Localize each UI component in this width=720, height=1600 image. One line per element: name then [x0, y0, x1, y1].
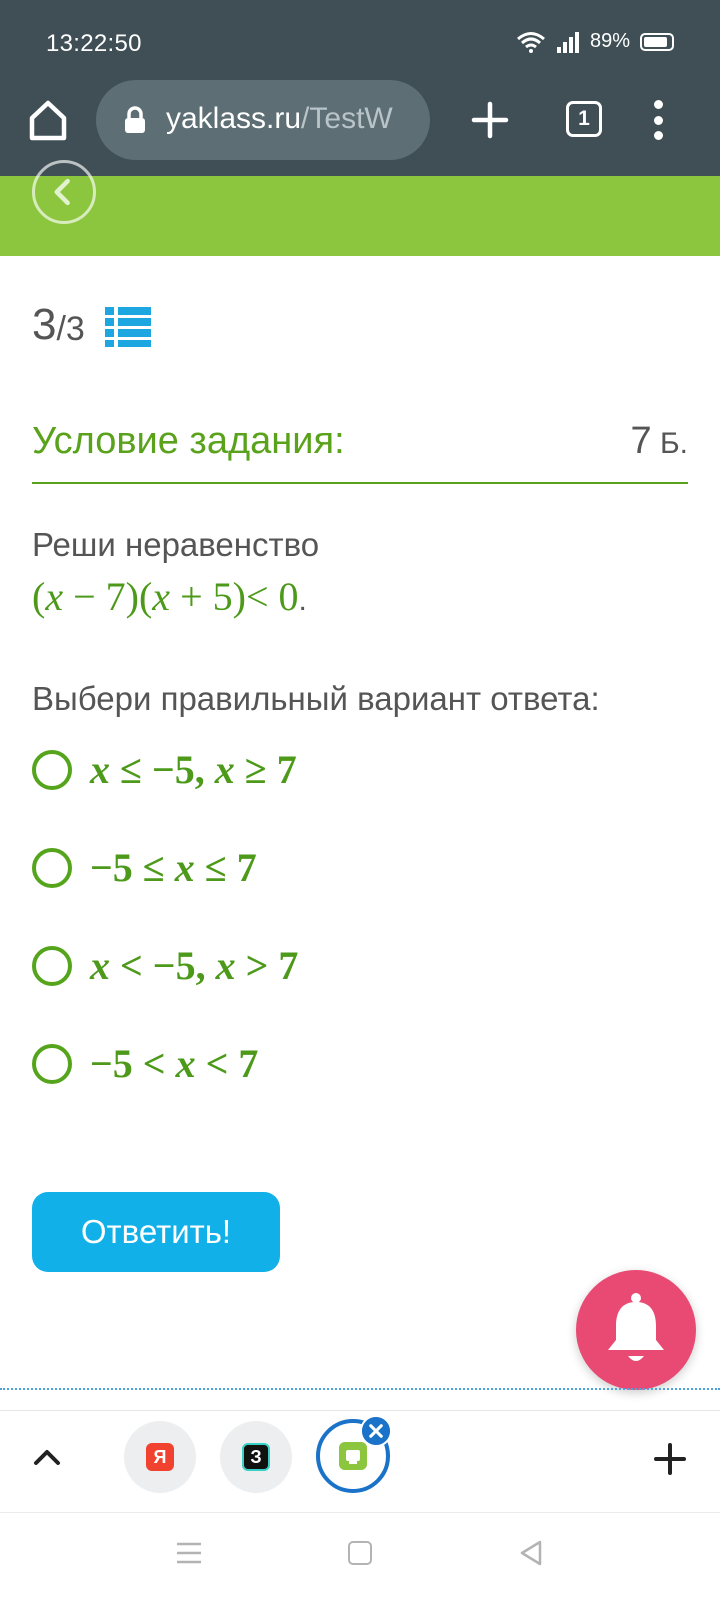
submit-answer-button[interactable]: Ответить! [32, 1192, 280, 1272]
lock-icon [122, 106, 148, 134]
z-favicon-icon: З [242, 1443, 270, 1471]
battery-icon [640, 33, 674, 51]
back-triangle-icon[interactable] [518, 1539, 544, 1567]
question-counter [32, 300, 151, 350]
tab-yandex[interactable] [124, 1421, 196, 1493]
chevron-up-icon[interactable] [30, 1445, 64, 1469]
more-vert-icon[interactable] [652, 100, 664, 140]
task-expression: (x − 7)(x + 5)< 0. [32, 574, 307, 619]
radio-button[interactable] [32, 848, 72, 888]
new-tab-plus-icon[interactable] [654, 1443, 686, 1475]
chevron-left-icon[interactable] [32, 160, 96, 224]
notifications-button[interactable] [576, 1270, 696, 1390]
tabs-icon[interactable]: 1 [566, 101, 602, 137]
address-bar[interactable] [96, 80, 430, 160]
system-nav-bar [0, 1512, 720, 1600]
bell-icon [604, 1292, 668, 1368]
divider [0, 1388, 720, 1390]
radio-button[interactable] [32, 1044, 72, 1084]
list-icon[interactable] [105, 307, 151, 347]
option-label: −5 < x < 7 [90, 1041, 259, 1086]
tab-z[interactable] [220, 1421, 292, 1493]
radio-button[interactable] [32, 946, 72, 986]
option-label: −5 ≤ x ≤ 7 [90, 845, 257, 890]
answer-option-3[interactable] [32, 942, 298, 989]
divider [32, 482, 688, 484]
recent-apps-icon[interactable] [176, 1541, 202, 1565]
home-square-icon[interactable] [348, 1541, 372, 1565]
close-tab-icon[interactable] [360, 1415, 392, 1447]
status-indicators [516, 30, 674, 53]
option-label: x < −5, x > 7 [90, 943, 299, 988]
counter-total: /3 [56, 309, 85, 348]
tab-strip [0, 1410, 720, 1510]
radio-button[interactable] [32, 750, 72, 790]
task-statement: Реши неравенство [32, 526, 320, 563]
option-label: x ≤ −5, x ≥ 7 [90, 747, 297, 792]
signal-icon [556, 31, 580, 53]
status-time: 13:22:50 [46, 30, 142, 57]
answer-option-2[interactable] [32, 844, 257, 891]
url-domain: yaklass.ru [166, 102, 302, 135]
wifi-icon [516, 31, 546, 53]
yaklass-favicon-icon [339, 1442, 367, 1470]
answer-option-1[interactable] [32, 746, 297, 793]
home-icon[interactable] [28, 98, 68, 142]
battery-percent: 89% [589, 30, 630, 52]
site-header [0, 176, 720, 256]
browser-toolbar [0, 0, 720, 176]
answer-option-4[interactable] [32, 1040, 258, 1087]
points-value: 7 [630, 420, 652, 462]
counter-current: 3 [32, 300, 57, 349]
plus-icon[interactable] [470, 100, 510, 140]
url-text [166, 102, 393, 136]
yandex-favicon-icon: Я [146, 1443, 174, 1471]
answer-prompt: Выбери правильный вариант ответа: [32, 680, 600, 717]
task-condition-title: Условие задания: [32, 420, 345, 462]
task-points [631, 420, 689, 463]
url-path: /TestW [301, 102, 393, 135]
points-unit: Б. [651, 427, 688, 460]
